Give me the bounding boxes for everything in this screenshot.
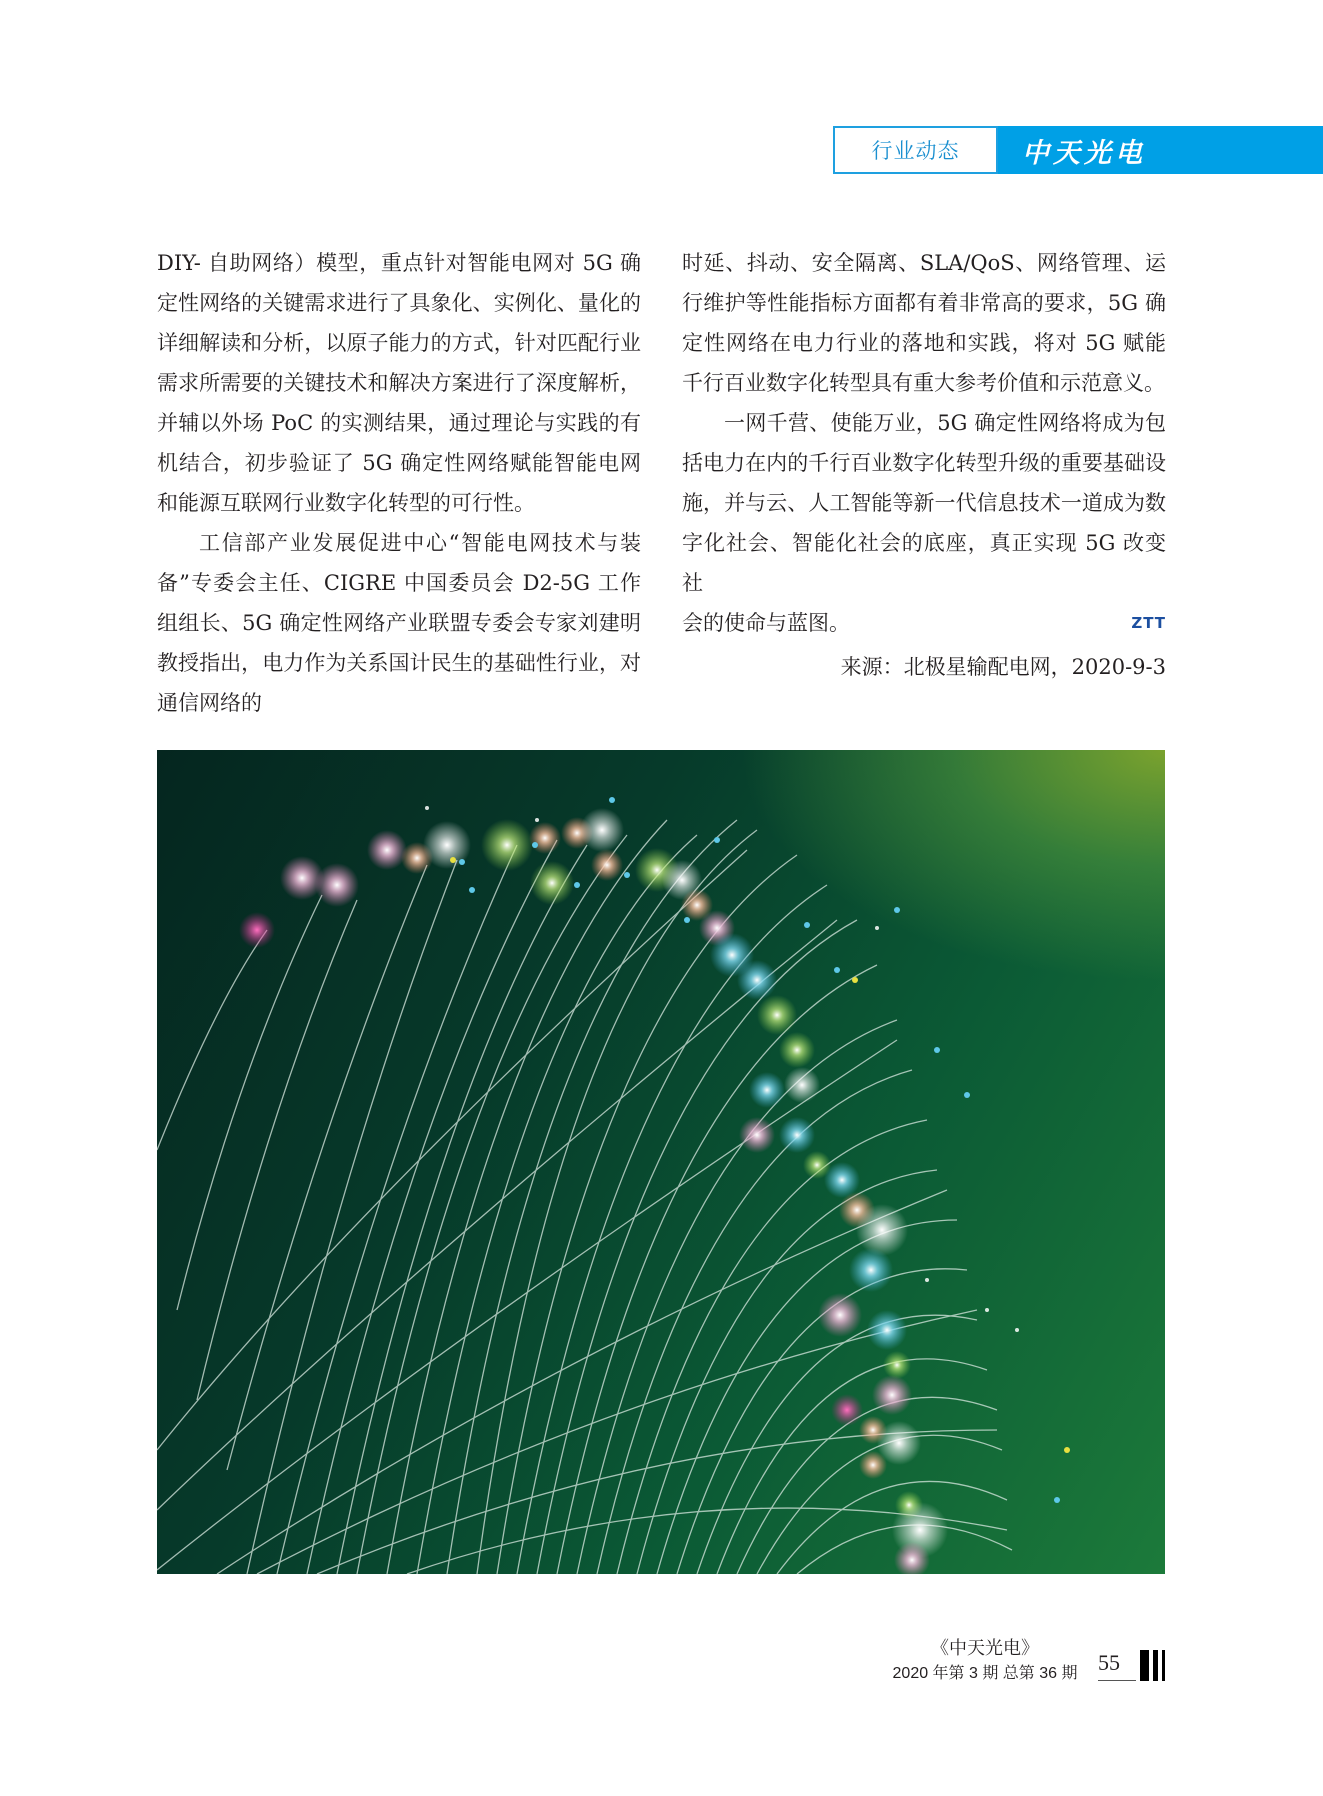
ztt-logo-icon: ZTT [1131,614,1166,632]
brand-name: 中天光电 [1022,137,1146,169]
page-bar-decoration [1162,1650,1165,1681]
article-right-column [682,243,1166,643]
page-bar-decoration [1153,1650,1158,1681]
fiber-strands-graphic [157,750,1165,1574]
article-left-column [157,243,641,723]
fiber-optic-photo [157,750,1165,1574]
article-source: 来源：北极星输配电网，2020-9-3 [840,655,1166,679]
paragraph: 会的使命与蓝图。 [682,611,850,635]
issue-info: 2020 年第 3 期 总第 36 期 [892,1665,1078,1682]
page-number: 55 [1098,1650,1120,1675]
paragraph: 工信部产业发展促进中心“智能电网技术与装备”专委会主任、CIGRE 中国委员会 D2-5G 工作组组长、5G 确定性网络产业联盟专委会专家刘建明教授指出，电力作为关系国计民生的基础性行业，对通信网络的 [157,531,641,715]
page-number-rule [1098,1680,1136,1681]
paragraph: 时延、抖动、安全隔离、SLA/QoS、网络管理、运行维护等性能指标方面都有着非常高的要求，5G 确定性网络在电力行业的落地和实践，将对 5G 赋能千行百业数字化转型具有重大参考价值和示范意义。 [682,251,1166,395]
section-label: 行业动态 [871,139,960,163]
magazine-title: 《中天光电》 [931,1638,1039,1659]
brand-band [998,126,1323,174]
page-bar-decoration [1140,1650,1149,1681]
paragraph: 一网千营、使能万业，5G 确定性网络将成为包括电力在内的千行百业数字化转型升级的重要基础设施，并与云、人工智能等新一代信息技术一道成为数字化社会、智能化社会的底座，真正实现 5G 改变社 [682,411,1166,595]
section-label-box [833,126,998,174]
paragraph: DIY- 自助网络）模型，重点针对智能电网对 5G 确定性网络的关键需求进行了具象化、实例化、量化的详细解读和分析，以原子能力的方式，针对匹配行业需求所需要的关键技术和解决方案进行了深度解析，并辅以外场 PoC 的实测结果，通过理论与实践的有机结合，初步验证了 5G 确定性网络赋能智能电网和能源互联网行业数字化转型的可行性。 [157,251,641,515]
